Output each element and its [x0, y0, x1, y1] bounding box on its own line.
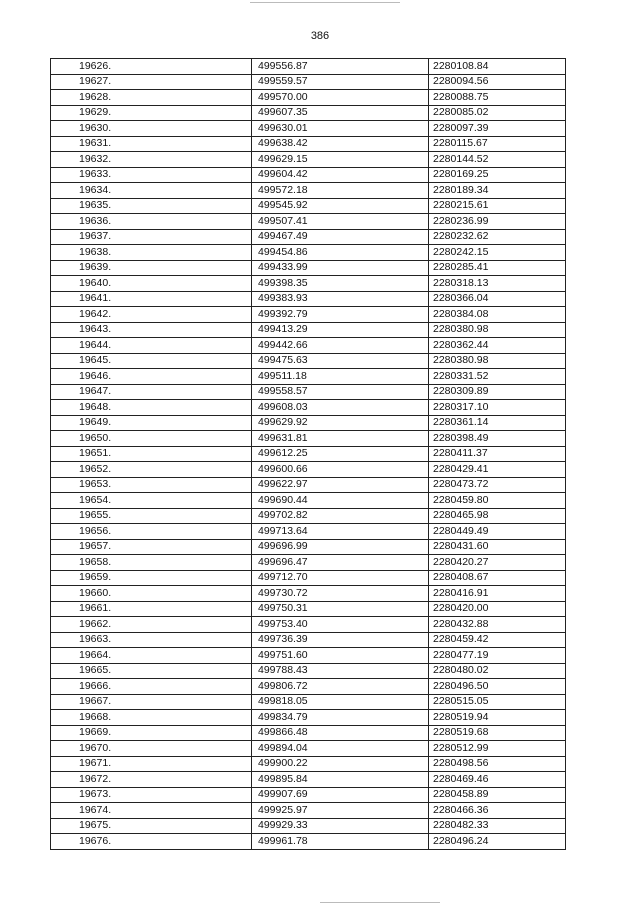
point-number-cell: 19666.: [51, 679, 252, 695]
x-coordinate-cell: 499961.78: [252, 834, 429, 850]
y-coordinate-cell: 2280285.41: [429, 260, 566, 276]
x-coordinate-cell: 499559.57: [252, 74, 429, 90]
table-row: [51, 586, 566, 602]
y-coordinate-cell: 2280169.25: [429, 167, 566, 183]
table-row: [51, 787, 566, 803]
point-number-cell: 19674.: [51, 803, 252, 819]
table-row: [51, 74, 566, 90]
x-coordinate-cell: 499702.82: [252, 508, 429, 524]
point-number-cell: 19675.: [51, 818, 252, 834]
y-coordinate-cell: 2280331.52: [429, 369, 566, 385]
y-coordinate-cell: 2280459.80: [429, 493, 566, 509]
y-coordinate-cell: 2280416.91: [429, 586, 566, 602]
point-number-cell: 19640.: [51, 276, 252, 292]
scan-edge-mark: [250, 2, 400, 3]
table-row: [51, 384, 566, 400]
y-coordinate-cell: 2280398.49: [429, 431, 566, 447]
x-coordinate-cell: 499750.31: [252, 601, 429, 617]
y-coordinate-cell: 2280094.56: [429, 74, 566, 90]
point-number-cell: 19628.: [51, 90, 252, 106]
point-number-cell: 19630.: [51, 121, 252, 137]
y-coordinate-cell: 2280380.98: [429, 353, 566, 369]
table-row: [51, 183, 566, 199]
point-number-cell: 19639.: [51, 260, 252, 276]
y-coordinate-cell: 2280496.24: [429, 834, 566, 850]
x-coordinate-cell: 499600.66: [252, 462, 429, 478]
point-number-cell: 19650.: [51, 431, 252, 447]
table-row: [51, 741, 566, 757]
table-row: [51, 555, 566, 571]
y-coordinate-cell: 2280115.67: [429, 136, 566, 152]
table-row: [51, 59, 566, 75]
table-row: [51, 477, 566, 493]
y-coordinate-cell: 2280473.72: [429, 477, 566, 493]
table-row: [51, 245, 566, 261]
x-coordinate-cell: 499545.92: [252, 198, 429, 214]
point-number-cell: 19671.: [51, 756, 252, 772]
y-coordinate-cell: 2280380.98: [429, 322, 566, 338]
y-coordinate-cell: 2280411.37: [429, 446, 566, 462]
table-row: [51, 322, 566, 338]
x-coordinate-cell: 499806.72: [252, 679, 429, 695]
point-number-cell: 19626.: [51, 59, 252, 75]
table-row: [51, 121, 566, 137]
table-row: [51, 400, 566, 416]
point-number-cell: 19667.: [51, 694, 252, 710]
point-number-cell: 19633.: [51, 167, 252, 183]
x-coordinate-cell: 499925.97: [252, 803, 429, 819]
y-coordinate-cell: 2280459.42: [429, 632, 566, 648]
x-coordinate-cell: 499570.00: [252, 90, 429, 106]
point-number-cell: 19655.: [51, 508, 252, 524]
y-coordinate-cell: 2280366.04: [429, 291, 566, 307]
y-coordinate-cell: 2280362.44: [429, 338, 566, 354]
x-coordinate-cell: 499900.22: [252, 756, 429, 772]
point-number-cell: 19649.: [51, 415, 252, 431]
x-coordinate-cell: 499834.79: [252, 710, 429, 726]
point-number-cell: 19627.: [51, 74, 252, 90]
y-coordinate-cell: 2280515.05: [429, 694, 566, 710]
x-coordinate-cell: 499631.81: [252, 431, 429, 447]
table-row: [51, 679, 566, 695]
x-coordinate-cell: 499622.97: [252, 477, 429, 493]
point-number-cell: 19657.: [51, 539, 252, 555]
point-number-cell: 19629.: [51, 105, 252, 121]
table-row: [51, 601, 566, 617]
x-coordinate-cell: 499383.93: [252, 291, 429, 307]
x-coordinate-cell: 499907.69: [252, 787, 429, 803]
x-coordinate-cell: 499736.39: [252, 632, 429, 648]
table-row: [51, 756, 566, 772]
table-row: [51, 818, 566, 834]
y-coordinate-cell: 2280449.49: [429, 524, 566, 540]
y-coordinate-cell: 2280236.99: [429, 214, 566, 230]
point-number-cell: 19660.: [51, 586, 252, 602]
y-coordinate-cell: 2280519.94: [429, 710, 566, 726]
x-coordinate-cell: 499866.48: [252, 725, 429, 741]
point-number-cell: 19651.: [51, 446, 252, 462]
point-number-cell: 19647.: [51, 384, 252, 400]
point-number-cell: 19652.: [51, 462, 252, 478]
y-coordinate-cell: 2280309.89: [429, 384, 566, 400]
y-coordinate-cell: 2280482.33: [429, 818, 566, 834]
point-number-cell: 19631.: [51, 136, 252, 152]
table-row: [51, 508, 566, 524]
y-coordinate-cell: 2280215.61: [429, 198, 566, 214]
y-coordinate-cell: 2280408.67: [429, 570, 566, 586]
x-coordinate-cell: 499433.99: [252, 260, 429, 276]
y-coordinate-cell: 2280432.88: [429, 617, 566, 633]
point-number-cell: 19656.: [51, 524, 252, 540]
table-row: [51, 648, 566, 664]
point-number-cell: 19654.: [51, 493, 252, 509]
point-number-cell: 19635.: [51, 198, 252, 214]
point-number-cell: 19676.: [51, 834, 252, 850]
x-coordinate-cell: 499712.70: [252, 570, 429, 586]
table-row: [51, 307, 566, 323]
table-row: [51, 152, 566, 168]
y-coordinate-cell: 2280242.15: [429, 245, 566, 261]
point-number-cell: 19673.: [51, 787, 252, 803]
x-coordinate-cell: 499604.42: [252, 167, 429, 183]
x-coordinate-cell: 499730.72: [252, 586, 429, 602]
table-row: [51, 338, 566, 354]
x-coordinate-cell: 499608.03: [252, 400, 429, 416]
y-coordinate-cell: 2280420.27: [429, 555, 566, 571]
x-coordinate-cell: 499558.57: [252, 384, 429, 400]
y-coordinate-cell: 2280477.19: [429, 648, 566, 664]
coordinates-table-body: [51, 59, 566, 850]
point-number-cell: 19637.: [51, 229, 252, 245]
table-row: [51, 617, 566, 633]
x-coordinate-cell: 499753.40: [252, 617, 429, 633]
point-number-cell: 19658.: [51, 555, 252, 571]
y-coordinate-cell: 2280420.00: [429, 601, 566, 617]
point-number-cell: 19668.: [51, 710, 252, 726]
table-row: [51, 725, 566, 741]
table-row: [51, 136, 566, 152]
coordinates-table: [50, 58, 566, 850]
point-number-cell: 19642.: [51, 307, 252, 323]
y-coordinate-cell: 2280458.89: [429, 787, 566, 803]
point-number-cell: 19638.: [51, 245, 252, 261]
y-coordinate-cell: 2280466.36: [429, 803, 566, 819]
x-coordinate-cell: 499392.79: [252, 307, 429, 323]
y-coordinate-cell: 2280498.56: [429, 756, 566, 772]
point-number-cell: 19662.: [51, 617, 252, 633]
x-coordinate-cell: 499638.42: [252, 136, 429, 152]
y-coordinate-cell: 2280232.62: [429, 229, 566, 245]
y-coordinate-cell: 2280318.13: [429, 276, 566, 292]
y-coordinate-cell: 2280480.02: [429, 663, 566, 679]
table-row: [51, 524, 566, 540]
x-coordinate-cell: 499929.33: [252, 818, 429, 834]
point-number-cell: 19663.: [51, 632, 252, 648]
point-number-cell: 19646.: [51, 369, 252, 385]
y-coordinate-cell: 2280431.60: [429, 539, 566, 555]
x-coordinate-cell: 499696.99: [252, 539, 429, 555]
y-coordinate-cell: 2280429.41: [429, 462, 566, 478]
point-number-cell: 19648.: [51, 400, 252, 416]
y-coordinate-cell: 2280144.52: [429, 152, 566, 168]
point-number-cell: 19653.: [51, 477, 252, 493]
x-coordinate-cell: 499572.18: [252, 183, 429, 199]
y-coordinate-cell: 2280088.75: [429, 90, 566, 106]
x-coordinate-cell: 499629.15: [252, 152, 429, 168]
y-coordinate-cell: 2280097.39: [429, 121, 566, 137]
point-number-cell: 19665.: [51, 663, 252, 679]
table-row: [51, 772, 566, 788]
table-row: [51, 291, 566, 307]
x-coordinate-cell: 499612.25: [252, 446, 429, 462]
x-coordinate-cell: 499475.63: [252, 353, 429, 369]
point-number-cell: 19641.: [51, 291, 252, 307]
table-row: [51, 446, 566, 462]
point-number-cell: 19670.: [51, 741, 252, 757]
y-coordinate-cell: 2280108.84: [429, 59, 566, 75]
table-row: [51, 663, 566, 679]
scan-edge-mark: [320, 902, 440, 903]
table-row: [51, 803, 566, 819]
point-number-cell: 19643.: [51, 322, 252, 338]
point-number-cell: 19672.: [51, 772, 252, 788]
table-row: [51, 632, 566, 648]
point-number-cell: 19659.: [51, 570, 252, 586]
table-row: [51, 431, 566, 447]
table-row: [51, 539, 566, 555]
point-number-cell: 19669.: [51, 725, 252, 741]
table-row: [51, 105, 566, 121]
y-coordinate-cell: 2280189.34: [429, 183, 566, 199]
point-number-cell: 19634.: [51, 183, 252, 199]
point-number-cell: 19632.: [51, 152, 252, 168]
point-number-cell: 19636.: [51, 214, 252, 230]
point-number-cell: 19661.: [51, 601, 252, 617]
x-coordinate-cell: 499442.66: [252, 338, 429, 354]
x-coordinate-cell: 499713.64: [252, 524, 429, 540]
x-coordinate-cell: 499607.35: [252, 105, 429, 121]
table-row: [51, 369, 566, 385]
y-coordinate-cell: 2280361.14: [429, 415, 566, 431]
table-row: [51, 710, 566, 726]
page-number: 386: [310, 30, 330, 42]
x-coordinate-cell: 499894.04: [252, 741, 429, 757]
x-coordinate-cell: 499398.35: [252, 276, 429, 292]
y-coordinate-cell: 2280512.99: [429, 741, 566, 757]
x-coordinate-cell: 499629.92: [252, 415, 429, 431]
table-row: [51, 694, 566, 710]
x-coordinate-cell: 499511.18: [252, 369, 429, 385]
table-row: [51, 570, 566, 586]
point-number-cell: 19644.: [51, 338, 252, 354]
x-coordinate-cell: 499454.86: [252, 245, 429, 261]
x-coordinate-cell: 499751.60: [252, 648, 429, 664]
table-row: [51, 493, 566, 509]
x-coordinate-cell: 499507.41: [252, 214, 429, 230]
table-row: [51, 260, 566, 276]
point-number-cell: 19664.: [51, 648, 252, 664]
table-row: [51, 90, 566, 106]
y-coordinate-cell: 2280384.08: [429, 307, 566, 323]
x-coordinate-cell: 499895.84: [252, 772, 429, 788]
table-row: [51, 229, 566, 245]
y-coordinate-cell: 2280496.50: [429, 679, 566, 695]
x-coordinate-cell: 499788.43: [252, 663, 429, 679]
x-coordinate-cell: 499690.44: [252, 493, 429, 509]
table-row: [51, 353, 566, 369]
table-row: [51, 198, 566, 214]
point-number-cell: 19645.: [51, 353, 252, 369]
table-row: [51, 834, 566, 850]
x-coordinate-cell: 499556.87: [252, 59, 429, 75]
table-row: [51, 167, 566, 183]
table-row: [51, 214, 566, 230]
table-row: [51, 415, 566, 431]
x-coordinate-cell: 499413.29: [252, 322, 429, 338]
table-row: [51, 462, 566, 478]
y-coordinate-cell: 2280519.68: [429, 725, 566, 741]
x-coordinate-cell: 499818.05: [252, 694, 429, 710]
y-coordinate-cell: 2280465.98: [429, 508, 566, 524]
x-coordinate-cell: 499467.49: [252, 229, 429, 245]
y-coordinate-cell: 2280469.46: [429, 772, 566, 788]
x-coordinate-cell: 499696.47: [252, 555, 429, 571]
x-coordinate-cell: 499630.01: [252, 121, 429, 137]
table-row: [51, 276, 566, 292]
y-coordinate-cell: 2280317.10: [429, 400, 566, 416]
y-coordinate-cell: 2280085.02: [429, 105, 566, 121]
